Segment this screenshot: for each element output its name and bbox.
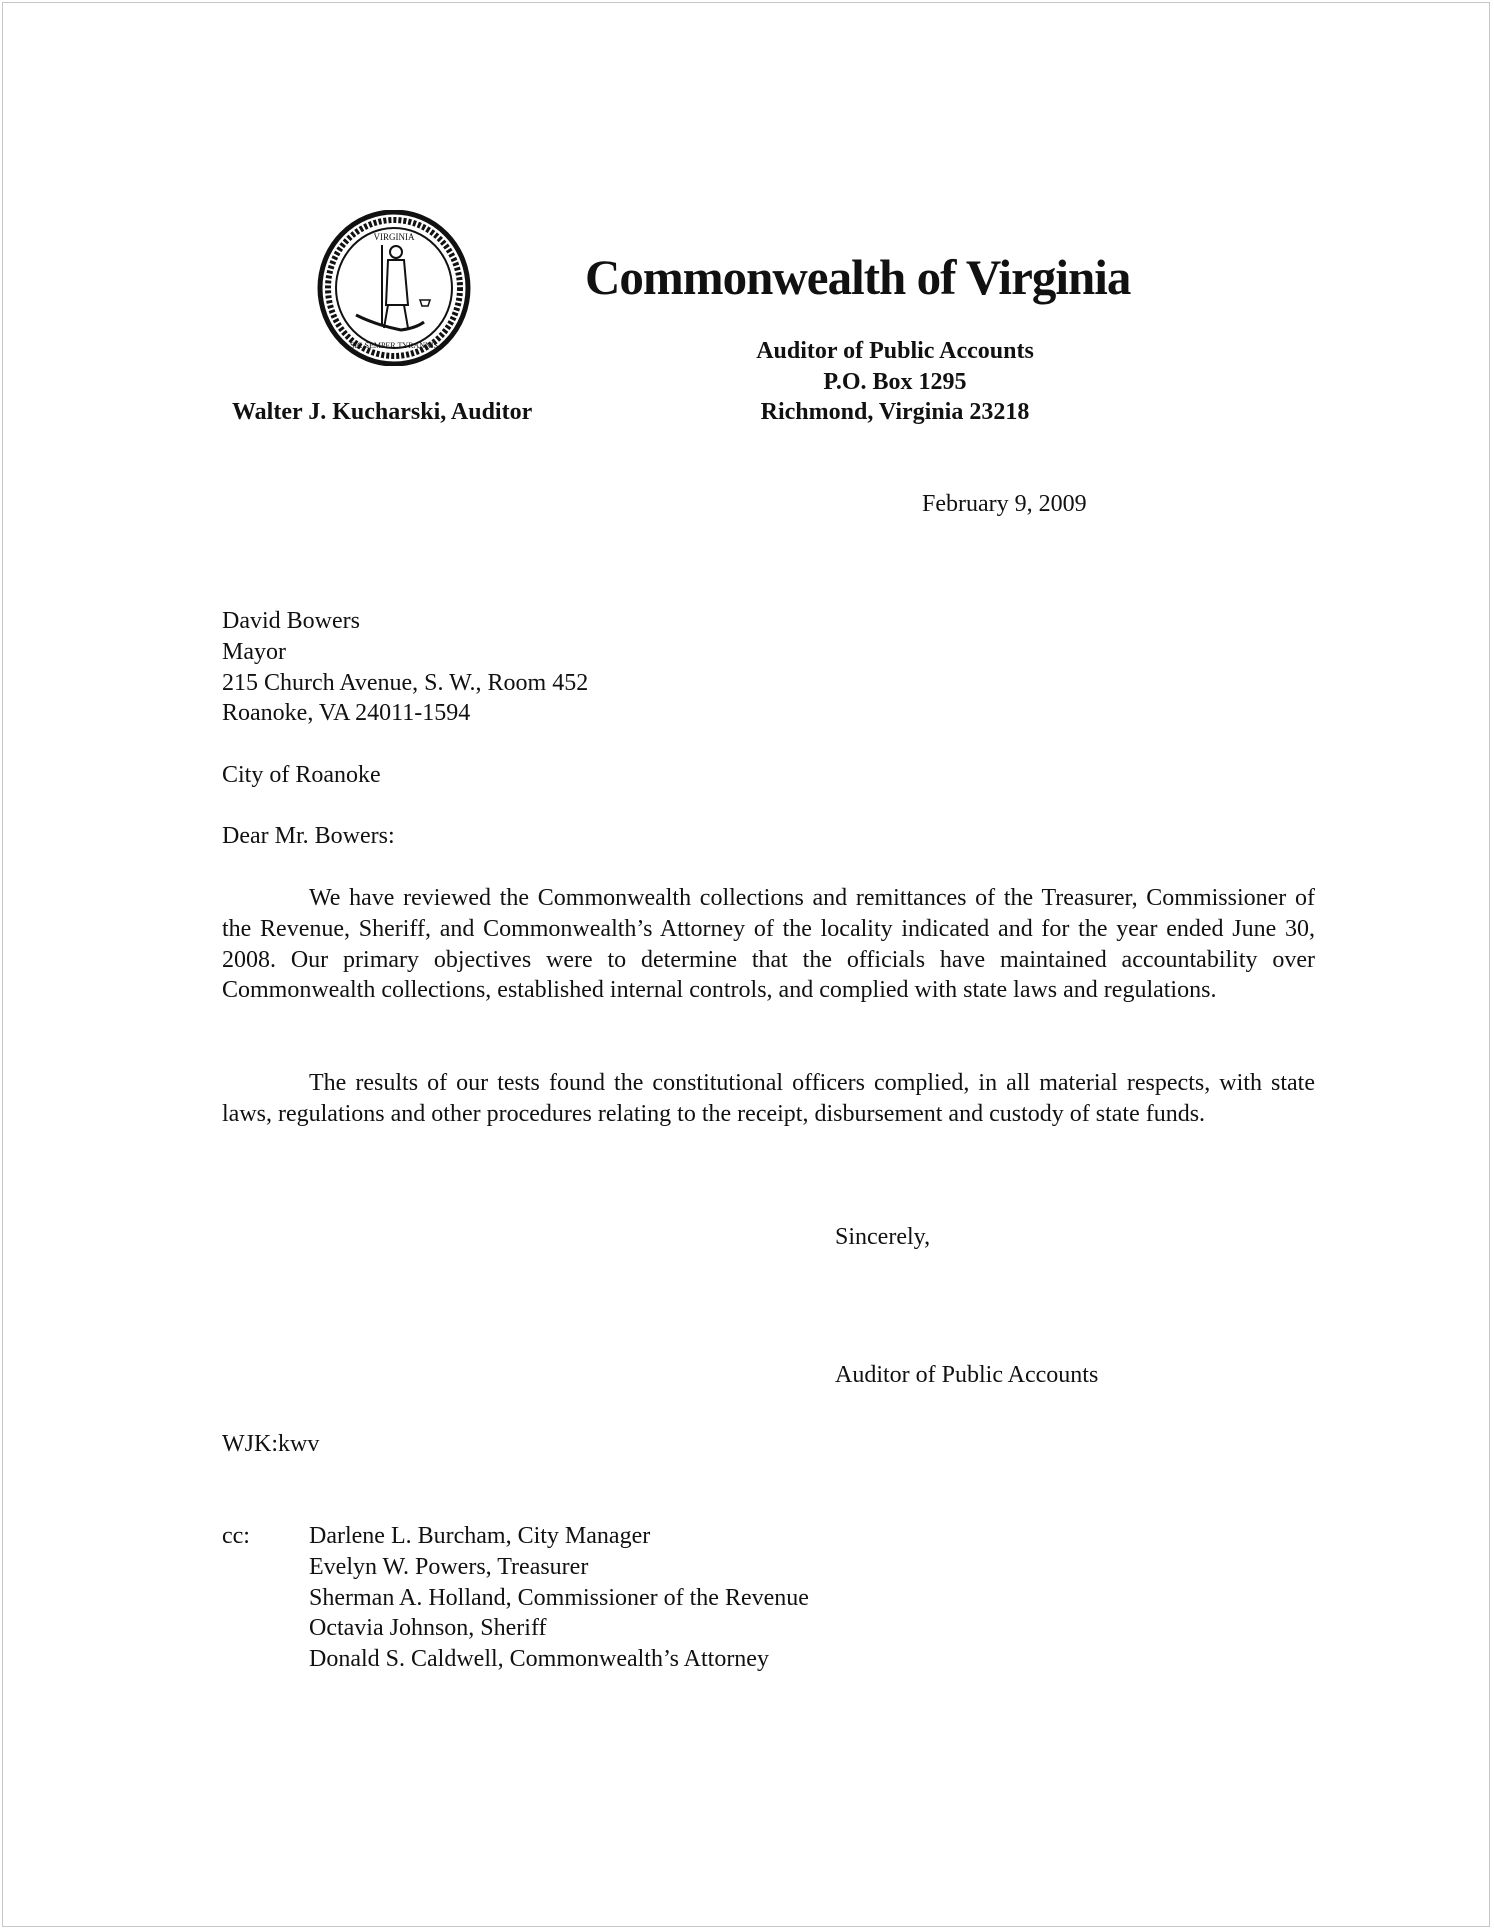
cc-list	[309, 1521, 809, 1675]
svg-text:VIRGINIA: VIRGINIA	[373, 232, 415, 242]
letter-date: February 9, 2009	[922, 491, 1087, 517]
closing: Sincerely,	[835, 1224, 931, 1250]
cc-item: Sherman A. Holland, Commissioner of the Revenue	[309, 1584, 809, 1611]
cc-item: Donald S. Caldwell, Commonwealth’s Attorney	[309, 1646, 769, 1673]
recipient-address	[222, 606, 588, 729]
cc-item: Darlene L. Burcham, City Manager	[309, 1523, 651, 1549]
body-paragraph	[222, 1068, 1315, 1130]
cc-item: Evelyn W. Powers, Treasurer	[309, 1553, 589, 1580]
recipient-line: Roanoke, VA 24011-1594	[222, 700, 471, 727]
virginia-seal-icon	[316, 210, 472, 366]
auditor-name: Walter J. Kucharski, Auditor	[232, 399, 533, 425]
cc-label: cc:	[222, 1523, 250, 1549]
recipient-line: 215 Church Avenue, S. W., Room 452	[222, 669, 589, 696]
cc-item: Octavia Johnson, Sheriff	[309, 1615, 547, 1642]
signature-block: Auditor of Public Accounts	[835, 1362, 1099, 1388]
office-city: Richmond, Virginia 23218	[760, 399, 1030, 425]
body-paragraph	[222, 883, 1315, 1006]
paragraph-text: The results of our tests found the constitutional officers complied, in all material respects, with state laws, regulations and other procedures relating to the receipt, disbursement and custody of state funds.	[222, 1070, 1315, 1127]
recipient-line: Mayor	[222, 638, 286, 665]
paragraph-text: We have reviewed the Commonwealth collections and remittances of the Treasurer, Commissioner of the Revenue, Sheriff, and Commonwealth’s Attorney of the locality indicated and for the year ended June 30, 2008. Our primary objectives were to determine that the officials have maintained accountability over Commonwealth collections, established internal controls, and complied with state laws and regulations.	[222, 885, 1315, 1004]
office-name: Auditor of Public Accounts	[756, 338, 1034, 364]
letterhead-title: Commonwealth of Virginia	[585, 249, 1131, 305]
salutation: Dear Mr. Bowers:	[222, 823, 395, 849]
initials: WJK:kwv	[222, 1431, 320, 1457]
svg-text:SIC SEMPER TYRANNIS: SIC SEMPER TYRANNIS	[350, 341, 438, 350]
locality: City of Roanoke	[222, 762, 381, 788]
recipient-line: David Bowers	[222, 608, 360, 634]
po-box: P.O. Box 1295	[823, 369, 967, 395]
